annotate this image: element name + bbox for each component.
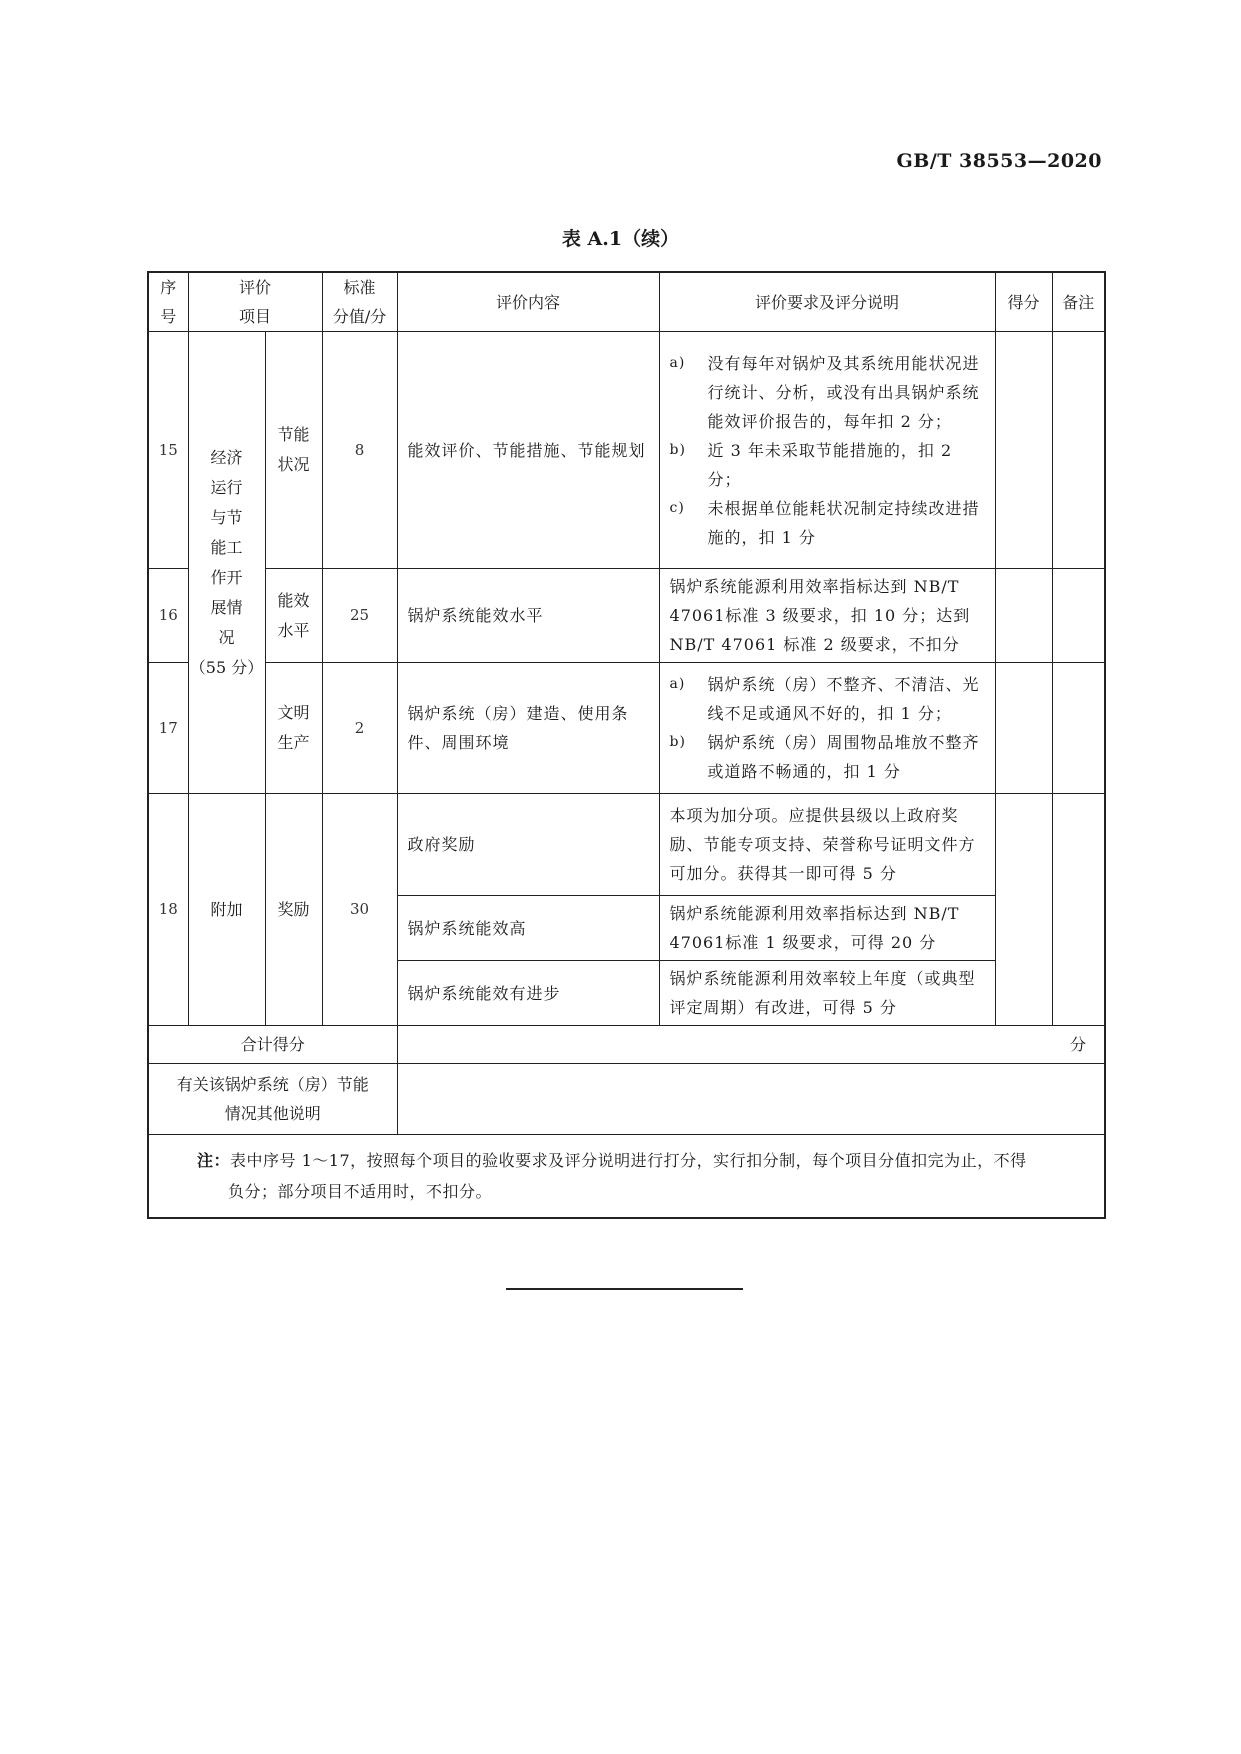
table-title: 表 A.1（续） [561,228,680,250]
row-requirement: 本项为加分项。应提供县级以上政府奖励、节能专项支持、荣誉称号证明文件方可加分。获得其一即可得 5 分 [659,794,995,896]
table-row [148,332,1105,569]
group-label: 经济 运行 与节 能工 作开 展情 况 （55 分） [188,332,265,794]
req-item: c) 未根据单位能耗状况制定持续改进措施的，扣 1 分 [669,498,980,547]
row-score: 2 [322,663,397,794]
req-item: b) 近 3 年未采取节能措施的，扣 2 分； [669,440,953,489]
row-subitem: 文明 生产 [265,663,322,794]
col-header-seq: 序 号 [148,272,188,332]
row-requirement: 锅炉系统能源利用效率指标达到 NB/T 47061标准 3 级要求，扣 10 分；达到 NB/T 47061 标准 2 级要求，不扣分 [659,569,995,663]
other-notes-row [148,1064,1105,1135]
col-header-requirement: 评价要求及评分说明 [659,272,995,332]
end-of-document-rule [506,1288,743,1290]
table-row [148,794,1105,896]
row-got-cell [995,663,1052,794]
col-header-got: 得分 [995,272,1052,332]
note-row [148,1135,1105,1219]
row-content: 锅炉系统能效水平 [397,569,659,663]
row-got-cell [995,794,1052,1026]
note-lead: 注： [197,1151,231,1170]
row-remark-cell [1052,663,1105,794]
row-subitem: 奖励 [265,794,322,1026]
other-notes-label: 有关该锅炉系统（房）节能 情况其他说明 [148,1064,397,1135]
row-content: 能效评价、节能措施、节能规划 [397,332,659,569]
total-label: 合计得分 [148,1026,397,1064]
row-remark-cell [1052,332,1105,569]
row-requirement [659,663,995,794]
table-row [148,569,1105,663]
total-unit: 分 [397,1026,1105,1064]
row-remark-cell [1052,794,1105,1026]
total-row [148,1026,1105,1064]
group-label: 附加 [188,794,265,1026]
note-line-2: 负分；部分项目不适用时，不扣分。 [228,1182,493,1201]
col-header-item: 评价 项目 [188,272,322,332]
row-seq: 16 [148,569,188,663]
table-note [148,1135,1105,1219]
row-content: 锅炉系统（房）建造、使用条件、周围环境 [397,663,659,794]
col-header-content: 评价内容 [397,272,659,332]
standard-number: GB/T 38553—2020 [896,150,1102,172]
row-requirement [659,332,995,569]
row-subitem: 能效 水平 [265,569,322,663]
req-item: a) 锅炉系统（房）不整齐、不清洁、光线不足或通风不好的，扣 1 分； [669,675,980,723]
evaluation-table [147,271,1106,1219]
req-item: a) 没有每年对锅炉及其系统用能状况进行统计、分析，或没有出具锅炉系统能效评价报告的，每年扣 2 分； [669,353,980,431]
row-score: 8 [322,332,397,569]
note-line-1: 表中序号 1～17，按照每个项目的验收要求及评分说明进行打分，实行扣分制，每个项目分值扣完为止，不得 [230,1151,1027,1170]
other-notes-value [397,1064,1105,1135]
row-content: 政府奖励 [397,794,659,896]
row-content: 锅炉系统能效有进步 [397,961,659,1026]
col-header-score: 标准 分值/分 [322,272,397,332]
row-seq: 15 [148,332,188,569]
row-requirement: 锅炉系统能源利用效率指标达到 NB/T 47061标准 1 级要求，可得 20 分 [659,896,995,961]
row-remark-cell [1052,569,1105,663]
req-item: b) 锅炉系统（房）周围物品堆放不整齐或道路不畅通的，扣 1 分 [669,733,980,781]
table-row [148,663,1105,794]
row-got-cell [995,569,1052,663]
header-row [148,272,1105,332]
row-content: 锅炉系统能效高 [397,896,659,961]
row-score: 25 [322,569,397,663]
row-got-cell [995,332,1052,569]
row-subitem: 节能 状况 [265,332,322,569]
col-header-remark: 备注 [1052,272,1105,332]
row-seq: 18 [148,794,188,1026]
row-requirement: 锅炉系统能源利用效率较上年度（或典型评定周期）有改进，可得 5 分 [659,961,995,1026]
row-seq: 17 [148,663,188,794]
row-score: 30 [322,794,397,1026]
